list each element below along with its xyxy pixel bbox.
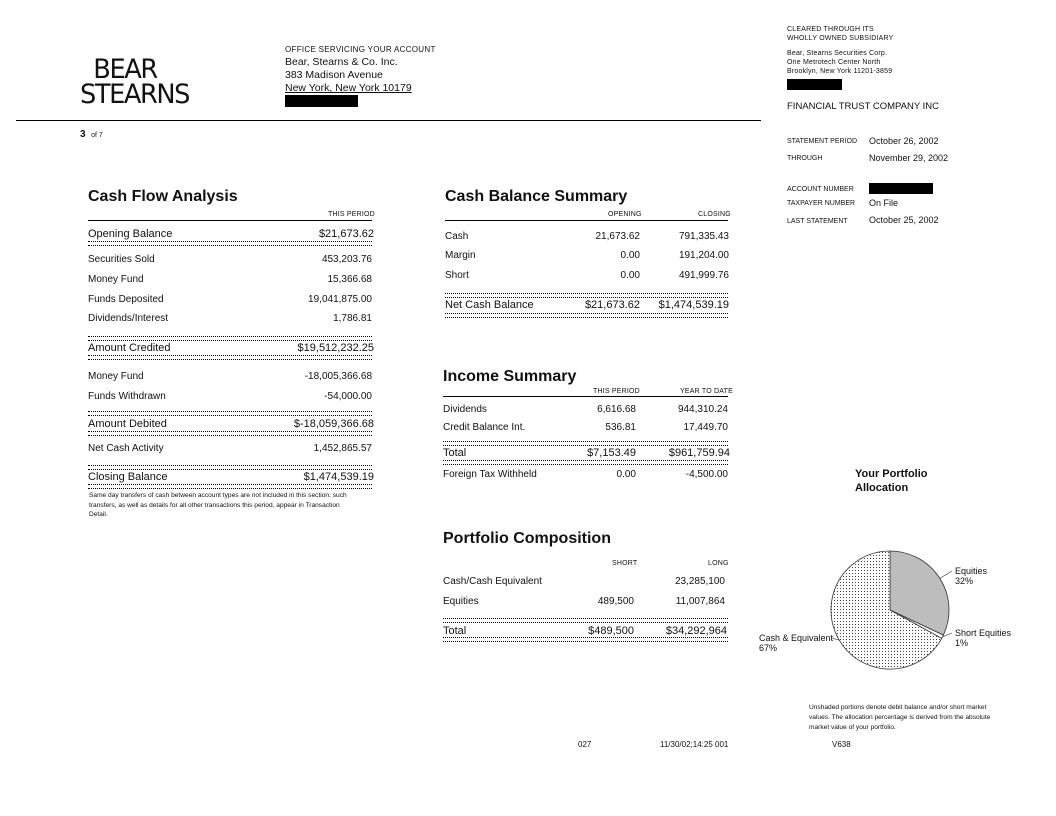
divider (443, 460, 728, 465)
cash-flow-section (88, 188, 238, 206)
footer-code-2: 11/30/02;14:25 001 (660, 740, 729, 749)
divider (443, 396, 728, 397)
portfolio-total-short: $489,500 (588, 625, 634, 637)
closing-balance-label: Closing Balance (88, 471, 168, 483)
divider (88, 431, 372, 436)
credit-value: 19,041,875.00 (308, 294, 372, 305)
statement-period-label: STATEMENT PERIOD (787, 138, 858, 145)
net-cash-balance-opening: $21,673.62 (584, 299, 640, 311)
statement-period-value: October 26, 2002 (869, 136, 939, 146)
sub-addr-2: Brooklyn, New York 11201-3859 (787, 68, 893, 75)
net-cash-activity-value: 1,452,865.57 (313, 443, 372, 454)
office-label: OFFICE SERVICING YOUR ACCOUNT (285, 45, 436, 54)
col-year-to-date: YEAR TO DATE (680, 388, 733, 395)
page-of: of 7 (91, 132, 103, 139)
debit-value: -54,000.00 (324, 391, 372, 402)
closing-balance-value: $1,474,539.19 (303, 471, 374, 483)
portfolio-section (443, 530, 611, 548)
credit-value: 1,786.81 (333, 313, 372, 324)
col-closing: CLOSING (698, 211, 731, 218)
allocation-title-line-2: Allocation (855, 482, 909, 494)
divider (445, 220, 728, 221)
amount-credited-label: Amount Credited (88, 342, 171, 354)
redacted-block (787, 79, 842, 90)
allocation-pie-chart (750, 540, 1030, 680)
pie-label: Cash & Equivalent (759, 633, 834, 643)
header-rule (16, 120, 761, 121)
through-value: November 29, 2002 (869, 153, 949, 163)
portfolio-row-long: 23,285,100 (674, 576, 725, 587)
opening-balance-label: Opening Balance (88, 228, 173, 240)
pie-label: Short Equities (955, 628, 1012, 638)
page-number (80, 129, 103, 140)
logo-line-2: STEARNS (80, 79, 190, 110)
balance-row-closing: 491,999.76 (678, 270, 729, 281)
foreign-tax-label: Foreign Tax Withheld (443, 469, 537, 480)
allocation-title (855, 467, 928, 495)
divider (88, 336, 372, 341)
balance-row-label: Short (445, 270, 469, 281)
income-title: Income Summary (443, 368, 577, 385)
divider (88, 465, 372, 470)
office-street: 383 Madison Avenue (285, 69, 383, 81)
income-row-period: 6,616.68 (597, 404, 636, 415)
debit-label: Funds Withdrawn (88, 391, 166, 402)
portfolio-row-label: Equities (443, 596, 479, 607)
transfer-note: Same day transfers of cash between account types are not included in this section; such transfers, as well as details for all other transactions this period, appear in Transaction Detail. (89, 492, 347, 518)
divider (443, 637, 728, 642)
office-address (285, 43, 436, 111)
col-this-period: THIS PERIOD (593, 388, 640, 395)
last-statement-label: LAST STATEMENT (787, 218, 848, 225)
balance-row-opening: 0.00 (620, 270, 640, 281)
cash-flow-title: Cash Flow Analysis (88, 188, 238, 205)
debit-value: -18,005,366.68 (304, 371, 372, 382)
divider (88, 241, 372, 246)
cash-flow-col-header: THIS PERIOD (328, 211, 375, 218)
last-statement-value: October 25, 2002 (869, 215, 939, 225)
net-cash-activity-label: Net Cash Activity (88, 443, 164, 454)
sub-name: Bear, Stearns Securities Corp. (787, 50, 888, 57)
net-cash-balance-closing: $1,474,539.19 (658, 299, 729, 311)
income-row-period: 536.81 (605, 422, 636, 433)
portfolio-total-label: Total (443, 625, 467, 637)
pie-percent-label: 1% (955, 638, 969, 648)
sub-addr-1: One Metrotech Center North (787, 59, 881, 66)
credit-value: 453,203.76 (321, 254, 372, 265)
redacted-block (285, 95, 358, 107)
portfolio-title: Portfolio Composition (443, 530, 611, 547)
balance-row-label: Margin (445, 250, 476, 261)
income-total-ytd: $961,759.94 (668, 447, 730, 459)
income-section (443, 368, 576, 386)
income-row-label: Credit Balance Int. (443, 422, 526, 433)
footer-code-1: 027 (578, 740, 592, 749)
foreign-tax-period: 0.00 (616, 469, 636, 480)
amount-credited-value: $19,512,232.25 (297, 342, 374, 354)
taxpayer-value: On File (869, 198, 899, 208)
balance-row-label: Cash (445, 231, 469, 242)
income-row-ytd: 944,310.24 (677, 404, 728, 415)
cleared-line-2: WHOLLY OWNED SUBSIDIARY (787, 35, 894, 42)
income-total-label: Total (443, 447, 467, 459)
balance-row-closing: 791,335.43 (678, 231, 729, 242)
divider (443, 441, 728, 446)
income-total-period: $7,153.49 (587, 447, 636, 459)
credit-label: Securities Sold (88, 254, 155, 265)
page-current: 3 (80, 129, 86, 140)
bear-stearns-logo (80, 54, 190, 110)
credit-label: Money Fund (88, 274, 144, 285)
amount-debited-value: $-18,059,366.68 (293, 418, 374, 430)
income-row-ytd: 17,449.70 (683, 422, 728, 433)
pie-percent-label: 67% (759, 643, 778, 653)
divider (88, 411, 372, 416)
portfolio-row-long: 11,007,864 (675, 596, 725, 607)
divider (445, 293, 728, 298)
pie-leader-line (940, 571, 952, 578)
taxpayer-label: TAXPAYER NUMBER (787, 200, 856, 207)
portfolio-total-long: $34,292,964 (665, 625, 727, 637)
col-long: LONG (708, 560, 729, 567)
portfolio-row-short: 489,500 (597, 596, 634, 607)
divider (88, 220, 372, 221)
allocation-title-line-1: Your Portfolio (855, 468, 928, 480)
balance-row-opening: 0.00 (620, 250, 640, 261)
pie-label: Equities (955, 566, 988, 576)
cash-balance-title: Cash Balance Summary (445, 188, 628, 205)
redacted-account-number (869, 183, 933, 194)
office-name: Bear, Stearns & Co. Inc. (285, 56, 398, 68)
col-opening: OPENING (608, 211, 642, 218)
office-city: New York, New York 10179 (285, 82, 412, 94)
debit-label: Money Fund (88, 371, 144, 382)
col-short: SHORT (612, 560, 638, 567)
amount-debited-label: Amount Debited (88, 418, 167, 430)
portfolio-row-label: Cash/Cash Equivalent (443, 576, 542, 587)
footer-code-3: V638 (832, 740, 851, 749)
net-cash-balance-label: Net Cash Balance (445, 299, 534, 311)
logo-line-1: BEAR (93, 54, 157, 85)
foreign-tax-ytd: -4,500.00 (685, 469, 728, 480)
account-number-label: ACCOUNT NUMBER (787, 186, 854, 193)
clearing-info (787, 25, 894, 93)
income-row-label: Dividends (443, 404, 487, 415)
cleared-line-1: CLEARED THROUGH ITS (787, 26, 874, 33)
balance-row-closing: 191,204.00 (678, 250, 729, 261)
opening-balance-value: $21,673.62 (318, 228, 374, 240)
credit-value: 15,366.68 (327, 274, 372, 285)
credit-label: Dividends/Interest (88, 313, 169, 324)
credit-label: Funds Deposited (88, 294, 164, 305)
pie-percent-label: 32% (955, 576, 974, 586)
allocation-note: Unshaded portions denote debit balance and/or short market values. The allocation percentage is derived from the absolute market value of your portfolio. (809, 704, 991, 731)
through-label: THROUGH (787, 155, 823, 162)
cash-balance-section (445, 188, 627, 206)
divider (443, 618, 728, 623)
divider (445, 313, 728, 318)
divider (88, 484, 372, 489)
divider (88, 355, 372, 360)
client-name: FINANCIAL TRUST COMPANY INC (787, 101, 940, 112)
balance-row-opening: 21,673.62 (595, 231, 640, 242)
